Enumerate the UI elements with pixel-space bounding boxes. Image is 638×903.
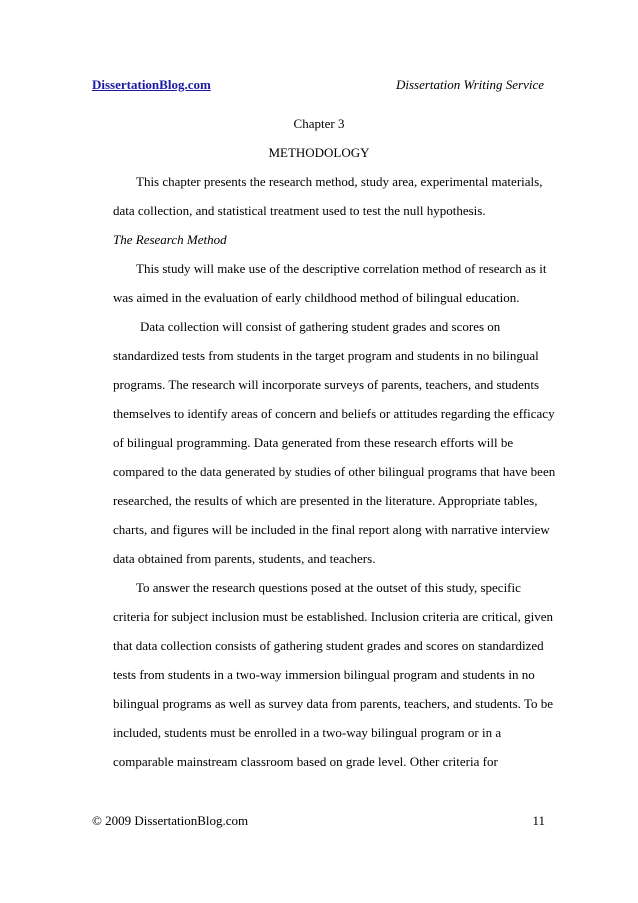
page-title: METHODOLOGY xyxy=(268,145,370,160)
paragraph-line: This study will make use of the descriptive correlation method of research as it xyxy=(136,261,547,276)
footer-copyright: © 2009 DissertationBlog.com xyxy=(92,813,249,828)
paragraph-line: that data collection consists of gathering student grades and scores on standardized xyxy=(113,638,544,653)
paragraph-line: researched, the results of which are presented in the literature. Appropriate tables, xyxy=(113,493,538,508)
paragraph-line: included, students must be enrolled in a two-way bilingual program or in a xyxy=(113,725,502,740)
page-number: 11 xyxy=(532,813,545,828)
paragraph-line: data obtained from parents, students, and teachers. xyxy=(113,551,376,566)
header-site-link[interactable]: DissertationBlog.com xyxy=(92,77,211,92)
paragraph-line: bilingual programs as well as survey data from parents, teachers, and students. To be xyxy=(113,696,554,711)
paragraph-line: programs. The research will incorporate surveys of parents, teachers, and students xyxy=(113,377,540,392)
paragraph-line: of bilingual programming. Data generated from these research efforts will be xyxy=(113,435,514,450)
paragraph-line: data collection, and statistical treatment used to test the null hypothesis. xyxy=(113,203,486,218)
header-service-label: Dissertation Writing Service xyxy=(395,77,544,92)
paragraph-line: Data collection will consist of gathering student grades and scores on xyxy=(140,319,501,334)
paragraph-line: comparable mainstream classroom based on grade level. Other criteria for xyxy=(113,754,498,769)
paragraph-line: criteria for subject inclusion must be established. Inclusion criteria are critical, given xyxy=(113,609,554,624)
paragraph-line: To answer the research questions posed at the outset of this study, specific xyxy=(136,580,521,595)
paragraph-line: standardized tests from students in the target program and students in no bilingual xyxy=(113,348,539,363)
paragraph-line: themselves to identify areas of concern and beliefs or attitudes regarding the efficacy xyxy=(113,406,555,421)
paragraph-line: tests from students in a two-way immersion bilingual program and students in no xyxy=(113,667,535,682)
chapter-label: Chapter 3 xyxy=(293,116,345,131)
paragraph-line: This chapter presents the research method, study area, experimental materials, xyxy=(136,174,543,189)
paragraph-line: charts, and figures will be included in the final report along with narrative interview xyxy=(113,522,550,537)
paragraph-line: was aimed in the evaluation of early childhood method of bilingual education. xyxy=(113,290,520,305)
paragraph-line: compared to the data generated by studies of other bilingual programs that have been xyxy=(113,464,556,479)
section-heading: The Research Method xyxy=(113,232,227,247)
